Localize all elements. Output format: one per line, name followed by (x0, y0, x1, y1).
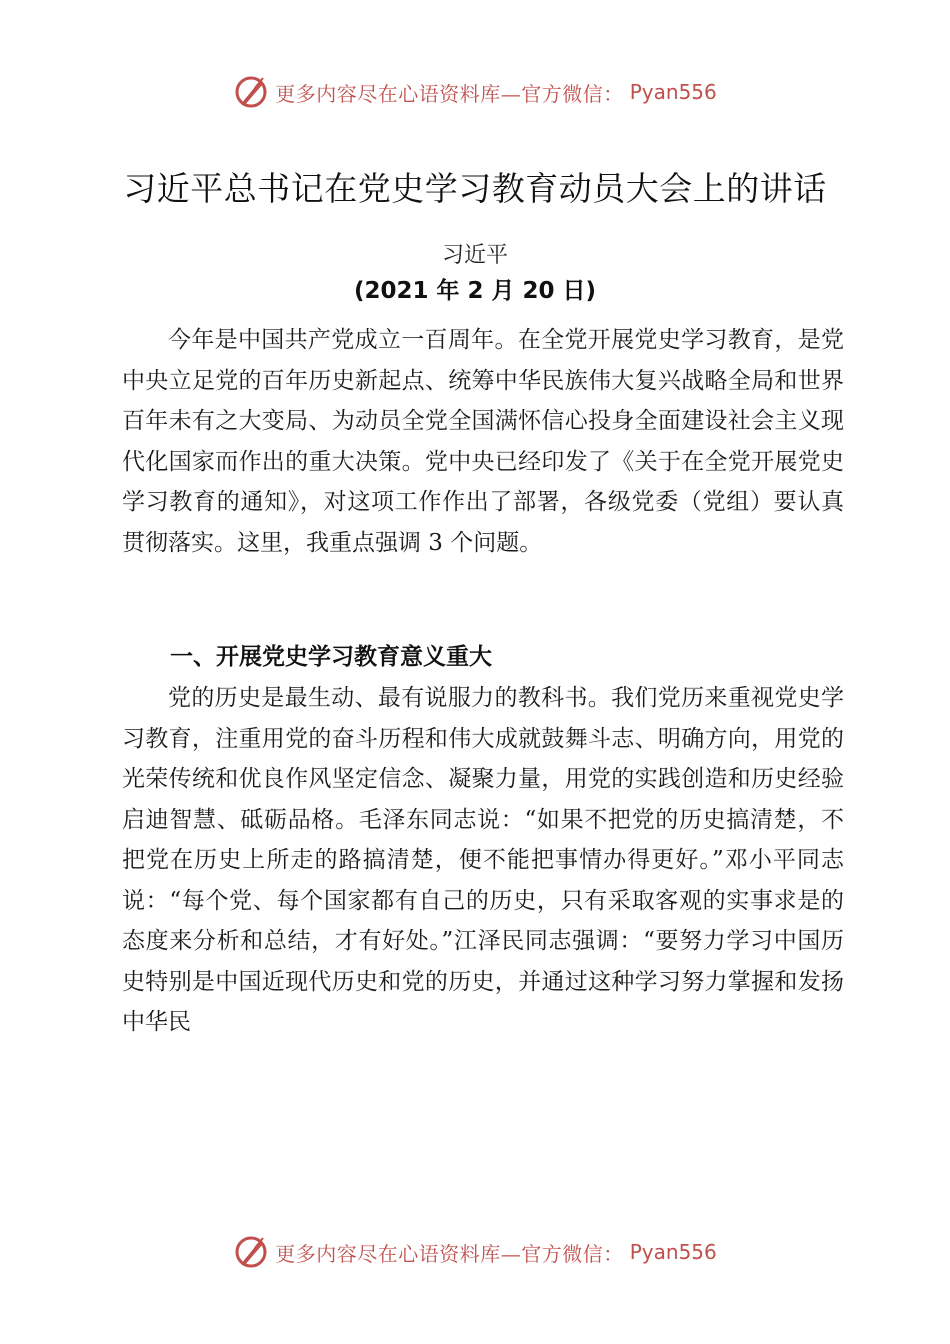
banner-wechat-account: Pyan556 (629, 80, 717, 104)
quill-pen-logo-icon (233, 1234, 269, 1270)
header-banner (0, 72, 950, 112)
document-author: 习近平 (441, 243, 508, 268)
document-date: (2021 年 2 月 20 日) (353, 278, 597, 304)
banner-wechat-account: Pyan556 (629, 1240, 717, 1264)
footer-banner (0, 1232, 950, 1272)
paragraph-section-1: 党的历史是最生动、最有说服力的教科书。我们党历来重视党史学习教育，注重用党的奋斗历程和伟大成就鼓舞斗志、明确方向，用党的光荣传统和优良作风坚定信念、凝聚力量，用党的实践创造和历史经验启迪智慧、砥砺品格。毛泽东同志说：“如果不把党的历史搞清楚，不把党在历史上所走的路搞清楚，便不能把事情办得更好。”邓小平同志说：“每个党、每个国家都有自己的历史，只有采取客观的实事求是的态度来分析和总结，才有好处。”江泽民同志强调：“要努力学习中国历史特别是中国近现代历史和党的历史，并通过这种学习努力掌握和发扬中华民 (122, 685, 844, 1035)
paragraph-intro: 今年是中国共产党成立一百周年。在全党开展党史学习教育，是党中央立足党的百年历史新起点、统筹中华民族伟大复兴战略全局和世界百年未有之大变局、为动员全党全国满怀信心投身全面建设社会主义现代化国家而作出的重大决策。党中央已经印发了《关于在全党开展党史学习教育的通知》，对这项工作作出了部署，各级党委（党组）要认真贯彻落实。这里，我重点强调 3 个问题。 (122, 327, 844, 556)
section-heading-1: 一、开展党史学习教育意义重大 (170, 644, 492, 670)
banner-text: 更多内容尽在心语资料库—官方微信： (275, 1241, 624, 1266)
document-title: 习近平总书记在党史学习教育动员大会上的讲话 (123, 169, 827, 208)
banner-text: 更多内容尽在心语资料库—官方微信： (275, 81, 624, 106)
quill-pen-logo-icon (233, 74, 269, 110)
